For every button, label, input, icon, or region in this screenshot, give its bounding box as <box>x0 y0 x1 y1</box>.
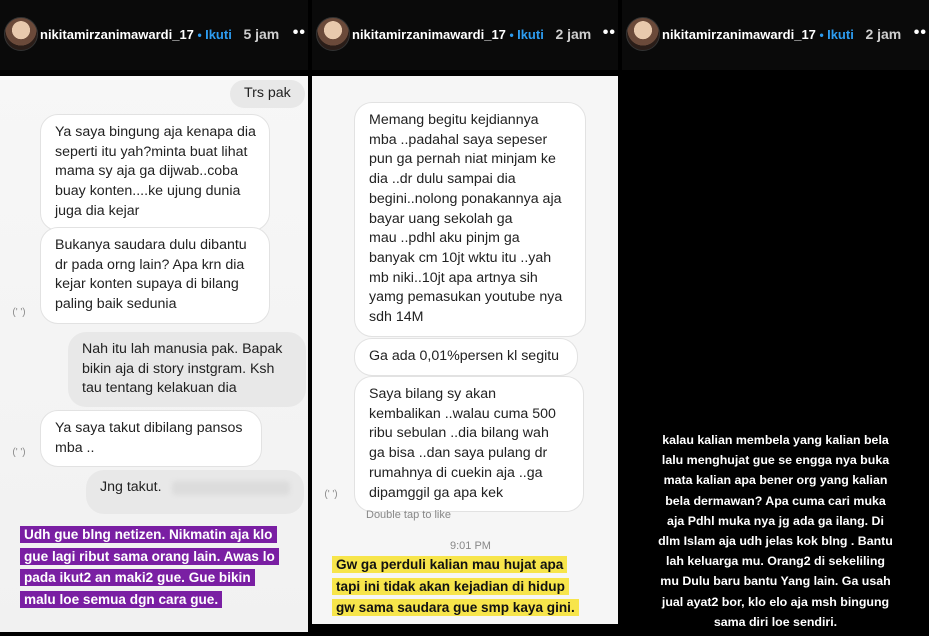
sender-avatar-icon: (' ') <box>324 489 338 500</box>
message-bubble-in: Ya saya takut dibilang pansos mba .. <box>40 410 262 467</box>
profile-avatar[interactable] <box>316 17 350 51</box>
message-bubble-in: Ga ada 0,01%persen kl segitu <box>354 338 578 376</box>
profile-avatar[interactable] <box>4 17 38 51</box>
separator-dot-icon: • <box>197 28 206 42</box>
more-options-icon[interactable]: •• <box>292 24 306 41</box>
separator-dot-icon: • <box>509 28 518 42</box>
message-bubble-in: Memang begitu kejdiannya mba ..padahal saya sepeser pun ga pernah niat minjam ke dia ..dr dulu sampai dia begini..nolong ponakannya aja bayar uang sekolah ga mau ..pdhl aku pinjm ga banyak cm 10jt wktu itu ..yah mb niki..10jt apa artnya sih yamg pemasukan youtube nya sdh 14M <box>354 102 586 337</box>
chat-screenshot <box>312 76 618 624</box>
message-bubble-out: Trs pak <box>230 80 305 108</box>
story-panel-2[interactable] <box>312 0 618 636</box>
username-link[interactable]: nikitamirzanimawardi_17 <box>40 27 194 42</box>
story-header <box>622 0 929 70</box>
story-username-row <box>40 26 279 42</box>
follow-button[interactable]: Ikuti <box>517 27 544 42</box>
story-time: 2 jam <box>865 26 902 42</box>
sender-avatar-icon: (' ') <box>12 307 26 318</box>
message-bubble-in: Bukanya saudara dulu dibantu dr pada orng lain? Apa krn dia kejar konten supaya di bilang paling baik sedunia <box>40 227 270 324</box>
story-caption: Gw ga perduli kalian mau hujat apa tapi ini tidak akan kejadian di hidup gw sama saudara gue smp kaya gini. <box>332 554 579 619</box>
redacted-text <box>172 481 290 495</box>
more-options-icon[interactable]: •• <box>913 24 927 41</box>
message-bubble-in: Ya saya bingung aja kenapa dia seperti itu yah?minta buat lihat mama sy aja ga dijwab..coba buay konten....ke ujung dunia juga dia kejar <box>40 114 270 231</box>
story-caption: kalau kalian membela yang kalian bela lalu menghujat gue se engga nya buka mata kalian apa bener org yang kalian bela dermawan? Apa cuma cari muka aja Pdhl muka nya jg ada ga ilang. Di dlm Islam aja udh jelas kok blng . Bantu lah keluarga mu. Orang2 di sekeliling mu Dulu baru bantu Yang lain. Ga usah jual ayat2 bor, klo elo aja msh bingung sama diri loe sendiri. <box>658 433 893 629</box>
story-caption: Udh gue blng netizen. Nikmatin aja klo gue lagi ribut sama orang lain. Awas lo pada ikut2 an maki2 gue. Gue bikin malu loe semua dgn cara gue. <box>20 524 279 610</box>
double-tap-hint: Double tap to like <box>366 509 451 521</box>
message-bubble-in: Saya bilang sy akan kembalikan ..walau cuma 500 ribu sebulan ..dia bilang wah ga bisa ..dan saya pulang dr rumahnya di cuekin aja ..ga dipamggil ga apa kek <box>354 376 584 512</box>
separator-dot-icon: • <box>819 28 828 42</box>
message-bubble-out: Jng takut. <box>86 470 304 514</box>
profile-avatar[interactable] <box>626 17 660 51</box>
story-username-row <box>662 26 901 42</box>
story-panel-1[interactable] <box>0 0 308 636</box>
story-username-row <box>352 26 591 42</box>
follow-button[interactable]: Ikuti <box>827 27 854 42</box>
story-time: 2 jam <box>555 26 592 42</box>
follow-button[interactable]: Ikuti <box>205 27 232 42</box>
story-header <box>0 0 308 70</box>
chat-screenshot <box>0 76 308 632</box>
username-link[interactable]: nikitamirzanimawardi_17 <box>352 27 506 42</box>
username-link[interactable]: nikitamirzanimawardi_17 <box>662 27 816 42</box>
story-time: 5 jam <box>243 26 280 42</box>
sender-avatar-icon: (' ') <box>12 447 26 458</box>
message-timestamp: 9:01 PM <box>450 540 491 552</box>
message-bubble-out: Nah itu lah manusia pak. Bapak bikin aja di story instgram. Ksh tau tentang kelakuan dia <box>68 332 306 407</box>
story-panel-3[interactable] <box>622 0 929 636</box>
more-options-icon[interactable]: •• <box>602 24 616 41</box>
story-header <box>312 0 618 70</box>
